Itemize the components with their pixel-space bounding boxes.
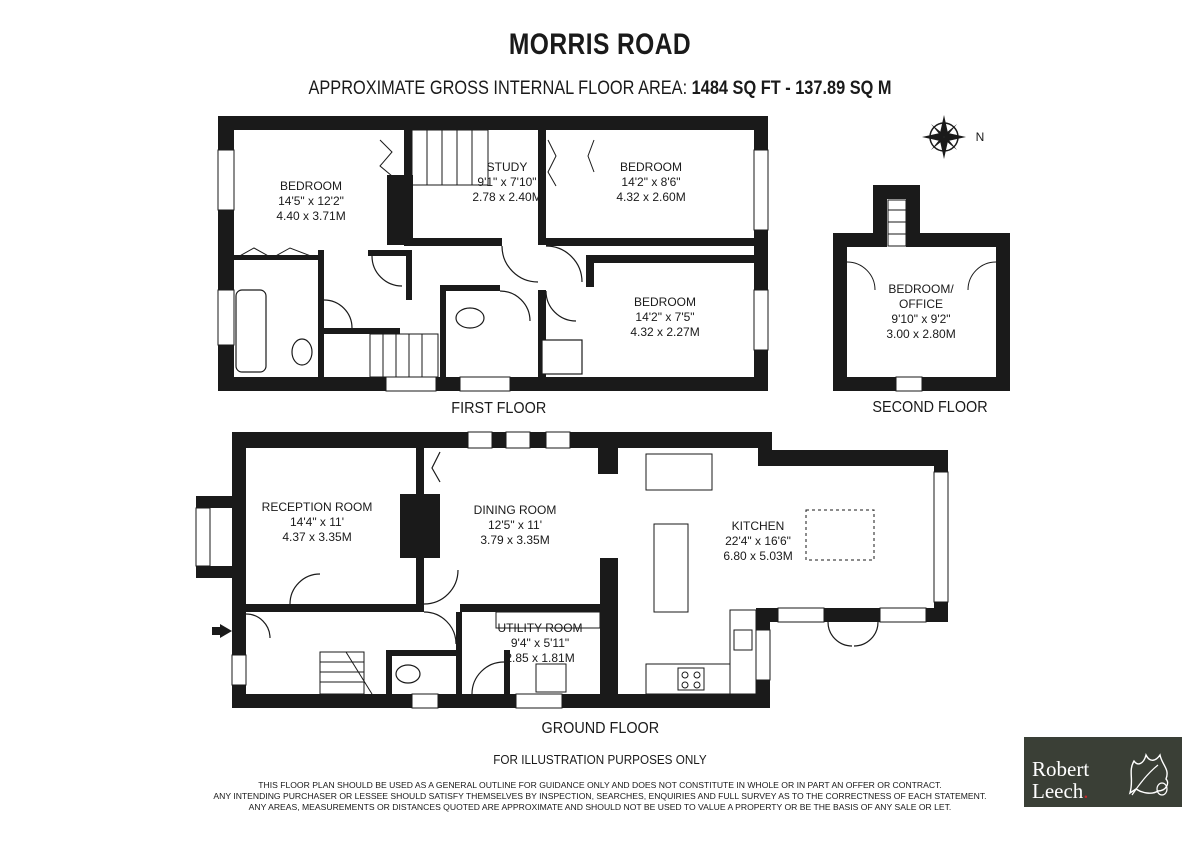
svg-text:12'5" x 11': 12'5" x 11' xyxy=(488,518,542,532)
logo-line-2 xyxy=(1032,779,1089,804)
svg-text:UTILITY ROOM: UTILITY ROOM xyxy=(497,621,583,635)
svg-text:4.32 x 2.60M: 4.32 x 2.60M xyxy=(616,190,686,204)
logo-line-2-text: Leech xyxy=(1032,779,1084,803)
svg-text:BEDROOM: BEDROOM xyxy=(633,295,697,309)
svg-text:2.78 x 2.40M: 2.78 x 2.40M xyxy=(472,190,542,204)
svg-text:BEDROOM: BEDROOM xyxy=(279,179,343,193)
room-label-first-bedroom-2 xyxy=(616,160,685,204)
disclaimer-line-1: THIS FLOOR PLAN SHOULD BE USED AS A GENERAL OUTLINE FOR GUIDANCE ONLY AND DOES NOT CONSTITUTE IN WHOLE OR IN PART AN OFFER OR CONTRACT. xyxy=(258,780,942,790)
ground-floor-plan xyxy=(196,432,948,708)
illustration-notice: FOR ILLUSTRATION PURPOSES ONLY xyxy=(493,752,707,767)
svg-text:RECEPTION ROOM: RECEPTION ROOM xyxy=(261,500,373,514)
first-floor-label: FIRST FLOOR xyxy=(451,400,547,417)
svg-text:STUDY: STUDY xyxy=(486,160,528,174)
svg-text:14'5" x 12'2": 14'5" x 12'2" xyxy=(278,194,344,208)
svg-text:14'2" x 8'6": 14'2" x 8'6" xyxy=(621,175,681,189)
room-label-first-bedroom-3 xyxy=(630,295,699,339)
disclaimer-text xyxy=(200,780,1000,813)
logo-line-1: Robert xyxy=(1032,757,1090,781)
svg-text:2.85 x 1.81M: 2.85 x 1.81M xyxy=(505,651,575,665)
svg-text:BEDROOM/: BEDROOM/ xyxy=(888,282,954,296)
disclaimer-line-2: ANY INTENDING PURCHASER OR LESSEE SHOULD SATISFY THEMSELVES BY INSPECTION, SEARCHES, ENQUIRIES AND FULL SURVEY AS TO THE CORRECTNESS OF EACH STATEMENT. xyxy=(213,791,987,801)
ground-floor-label: GROUND FLOOR xyxy=(541,720,660,737)
floor-area-prefix: APPROXIMATE GROSS INTERNAL FLOOR AREA: xyxy=(308,78,688,99)
first-floor-plan xyxy=(218,116,768,391)
room-label-first-study xyxy=(472,160,541,204)
floor-area-sqft: 1484 SQ FT xyxy=(691,78,781,99)
room-label-ground-reception xyxy=(262,500,373,544)
floor-area-separator: - xyxy=(785,78,791,99)
svg-text:9'1" x 7'10": 9'1" x 7'10" xyxy=(477,175,537,189)
svg-text:22'4" x 16'6": 22'4" x 16'6" xyxy=(725,534,791,548)
svg-text:3.00 x 2.80M: 3.00 x 2.80M xyxy=(886,327,956,341)
room-label-ground-kitchen xyxy=(723,519,792,563)
svg-text:6.80 x 5.03M: 6.80 x 5.03M xyxy=(723,549,793,563)
entrance-arrow-icon xyxy=(220,624,232,638)
compass-north-label: N xyxy=(975,130,985,144)
agency-logo xyxy=(1024,737,1182,807)
svg-text:DINING ROOM: DINING ROOM xyxy=(473,503,557,517)
oak-leaf-icon xyxy=(1120,743,1176,801)
disclaimer-line-3: ANY AREAS, MEASUREMENTS OR DISTANCES QUOTED ARE APPROXIMATE AND SHOULD NOT BE USED TO VALUE A PROPERTY OR BE THE BASIS OF ANY SALE OR LET. xyxy=(248,802,952,812)
svg-text:14'2" x 7'5": 14'2" x 7'5" xyxy=(635,310,695,324)
svg-text:OFFICE: OFFICE xyxy=(899,297,943,311)
svg-text:BEDROOM: BEDROOM xyxy=(619,160,683,174)
floor-area-sqm: 137.89 SQ M xyxy=(795,78,892,99)
room-label-second-office xyxy=(886,282,955,341)
svg-text:4.37 x 3.35M: 4.37 x 3.35M xyxy=(282,530,352,544)
svg-text:14'4" x 11': 14'4" x 11' xyxy=(290,515,344,529)
svg-text:4.40 x 3.71M: 4.40 x 3.71M xyxy=(276,209,346,223)
svg-text:9'4" x 5'11": 9'4" x 5'11" xyxy=(510,636,570,650)
svg-text:9'10" x 9'2": 9'10" x 9'2" xyxy=(891,312,951,326)
second-floor-label: SECOND FLOOR xyxy=(872,399,988,416)
room-label-first-bedroom-1 xyxy=(276,179,345,223)
room-label-ground-dining xyxy=(474,503,557,547)
compass-icon xyxy=(922,115,966,159)
room-label-ground-utility xyxy=(497,621,582,665)
svg-text:4.32 x 2.27M: 4.32 x 2.27M xyxy=(630,325,700,339)
logo-dot: . xyxy=(1083,779,1089,803)
svg-text:KITCHEN: KITCHEN xyxy=(731,519,785,533)
svg-text:3.79 x 3.35M: 3.79 x 3.35M xyxy=(480,533,550,547)
plan-title: MORRIS ROAD xyxy=(508,28,692,61)
